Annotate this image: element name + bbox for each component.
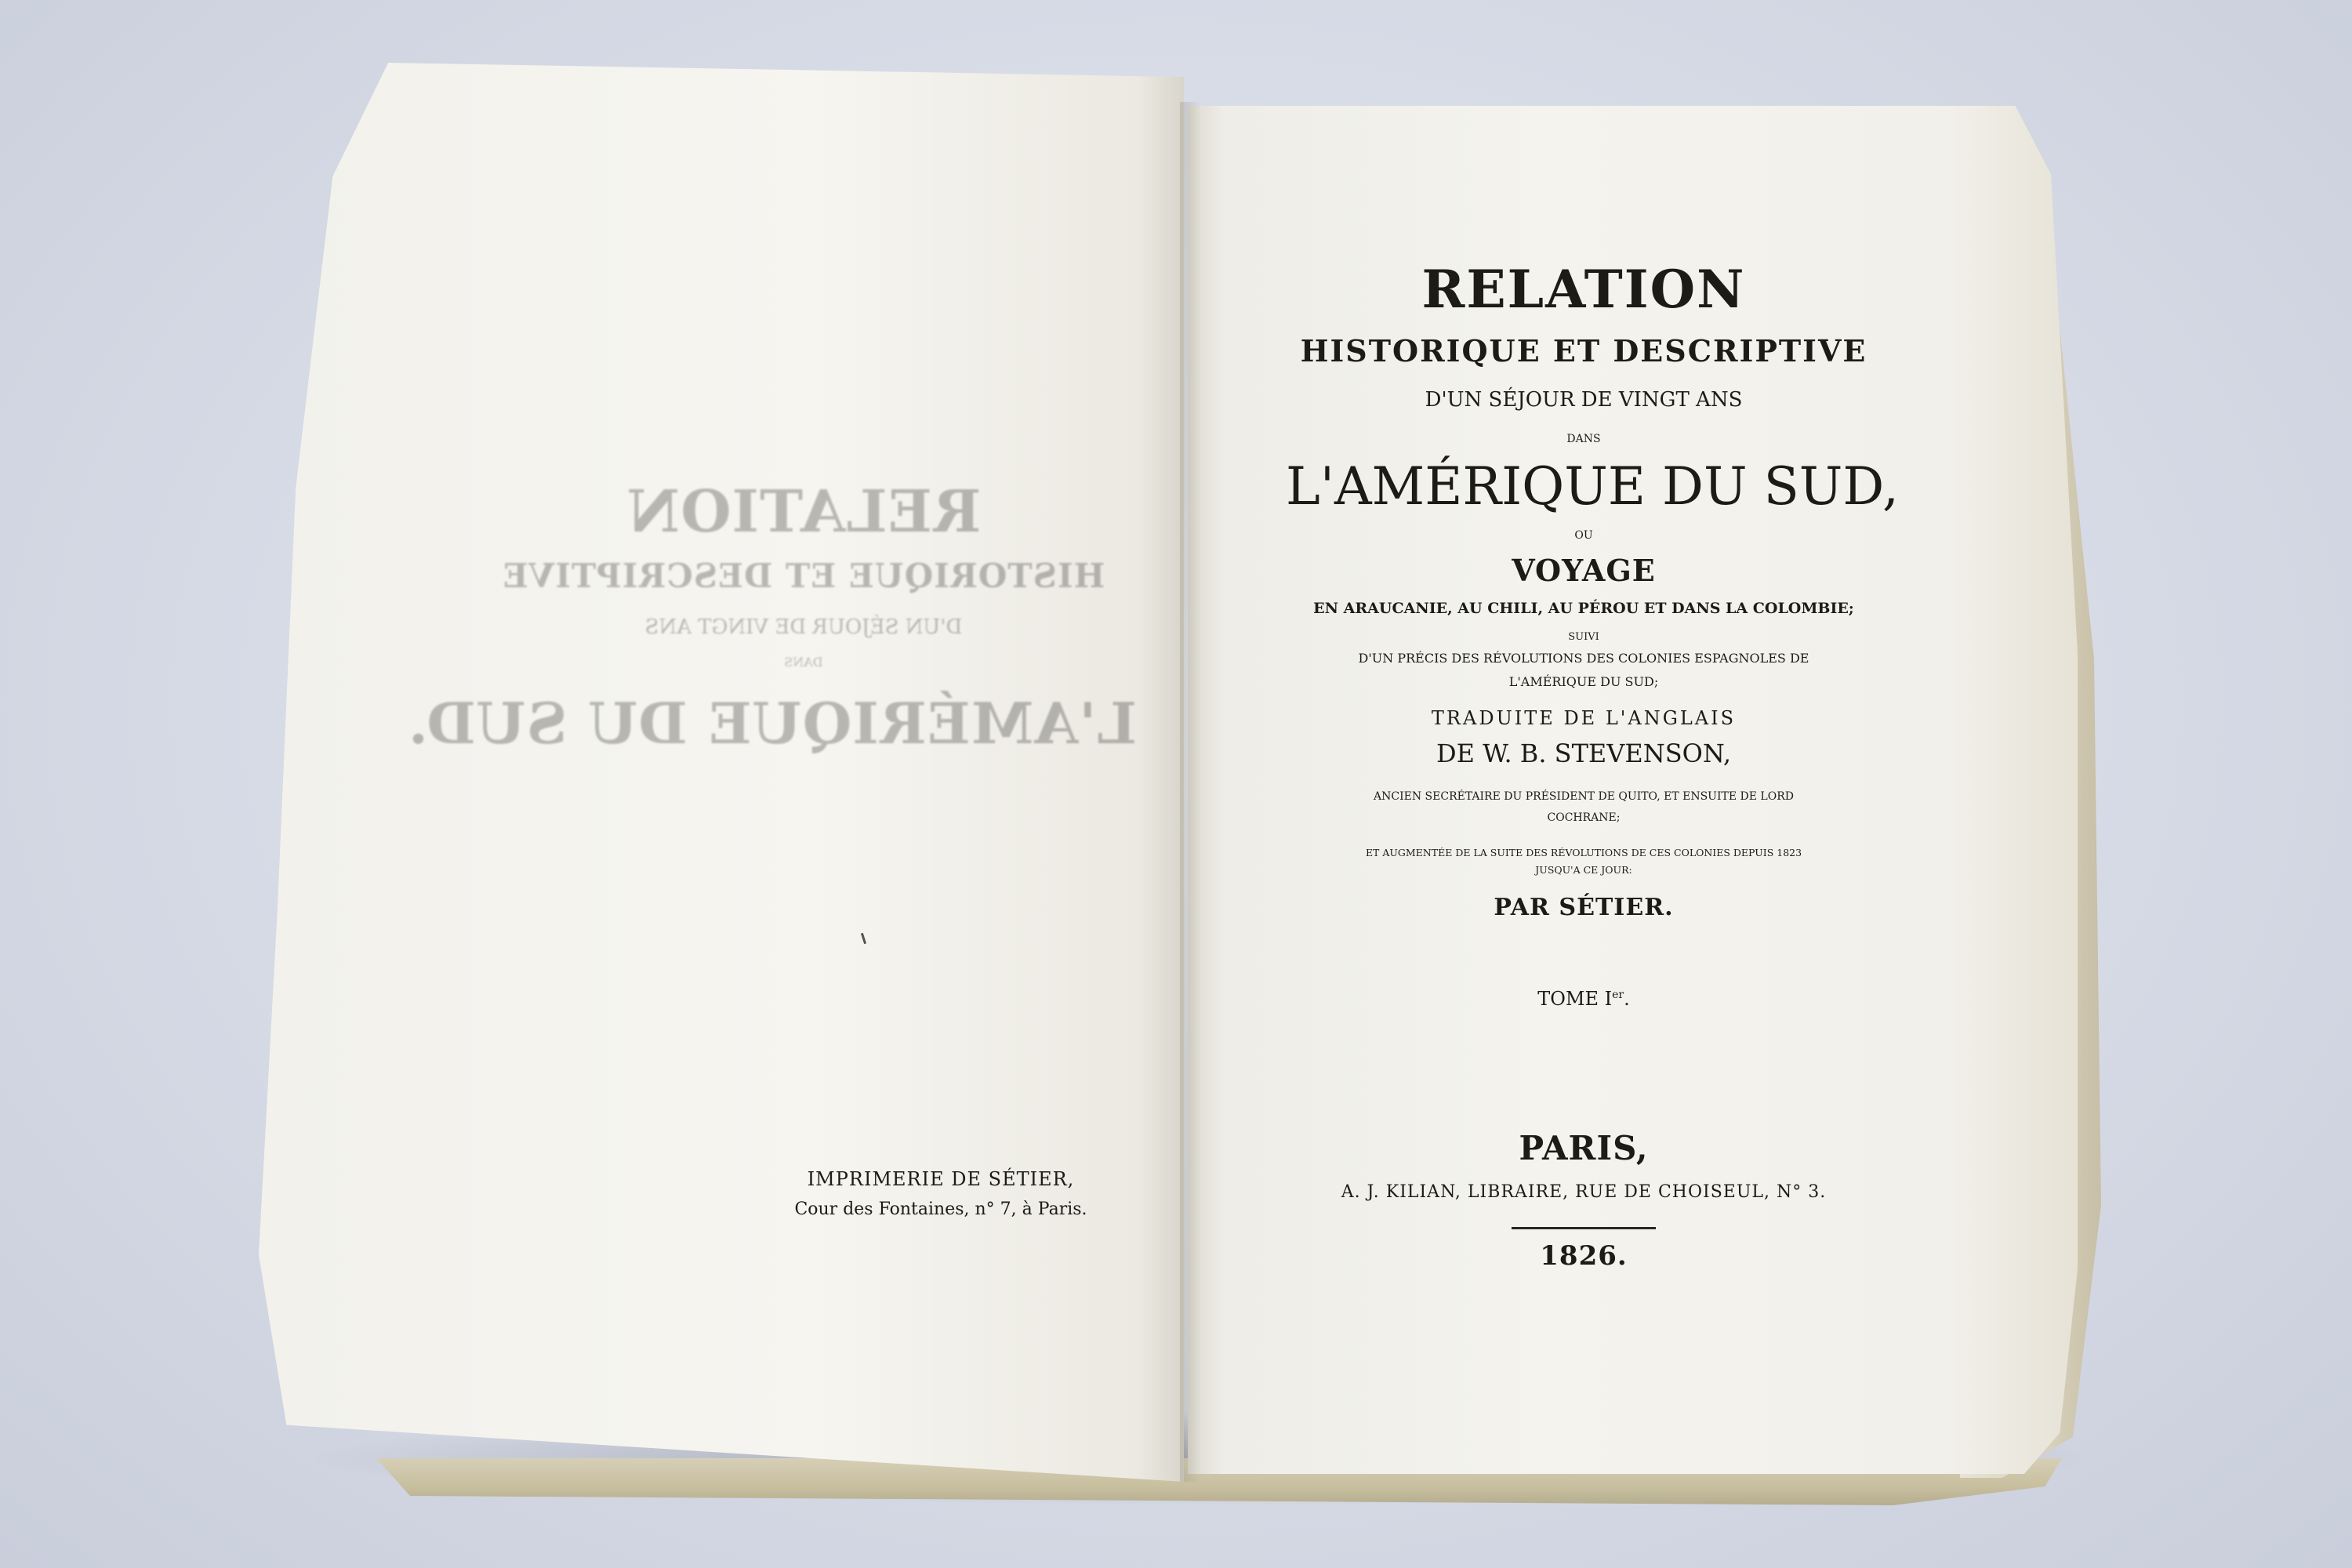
bleed-through-text xyxy=(407,455,1137,815)
line-traduite: TRADUITE DE L'ANGLAIS xyxy=(1431,707,1737,729)
bleed-line4: L'AMÉRIQUE DU SUD. xyxy=(407,690,1137,757)
imprint-line1: IMPRIMERIE DE SÉTIER, xyxy=(807,1168,1075,1190)
line-augm2: JUSQU'A CE JOUR: xyxy=(1535,864,1632,876)
year-rule xyxy=(1512,1227,1656,1229)
line-suivi: SUIVI xyxy=(1568,631,1599,643)
line-ancien1: ANCIEN SECRÉTAIRE DU PRÉSIDENT DE QUITO, ET ENSUITE DE LORD xyxy=(1374,790,1794,803)
line-ancien2: COCHRANE; xyxy=(1547,811,1621,824)
title: RELATION xyxy=(1421,259,1746,320)
line-regions: EN ARAUCANIE, AU CHILI, AU PÉROU ET DANS LA COLOMBIE; xyxy=(1313,600,1854,617)
line-dans: DANS xyxy=(1566,433,1601,445)
printer-imprint xyxy=(745,1168,1137,1231)
line-author: DE W. B. STEVENSON, xyxy=(1436,739,1732,768)
line-par: PAR SÉTIER. xyxy=(1494,894,1674,921)
line-ou: OU xyxy=(1574,529,1593,542)
line-publisher: A. J. KILIAN, LIBRAIRE, RUE DE CHOISEUL, N° 3. xyxy=(1341,1182,1827,1202)
bleed-line3: DANS xyxy=(784,655,823,670)
line-voyage: VOYAGE xyxy=(1512,553,1656,588)
line-precis1: D'UN PRÉCIS DES RÉVOLUTIONS DES COLONIES ESPAGNOLES DE xyxy=(1358,651,1809,666)
line-augm1: ET AUGMENTÉE DE LA SUITE DES RÉVOLUTIONS DE CES COLONIES DEPUIS 1823 xyxy=(1365,847,1802,858)
line-tome: TOME Ier. xyxy=(1537,988,1630,1010)
subtitle: HISTORIQUE ET DESCRIPTIVE xyxy=(1300,333,1867,368)
imprint-line2: Cour des Fontaines, n° 7, à Paris. xyxy=(794,1200,1087,1219)
tome-superscript: er xyxy=(1612,989,1624,1001)
book-gutter xyxy=(1180,102,1203,1482)
line-sejour: D'UN SÉJOUR DE VINGT ANS xyxy=(1425,388,1743,412)
bleed-title: RELATION xyxy=(626,478,982,546)
line-year: 1826. xyxy=(1540,1240,1628,1272)
line-amerique: L'AMÉRIQUE DU SUD, xyxy=(1286,456,1899,517)
tome-label: TOME I xyxy=(1537,988,1613,1010)
line-paris: PARIS, xyxy=(1519,1129,1649,1167)
bleed-line2: D'UN SÉJOUR DE VINGT ANS xyxy=(644,615,963,639)
title-page-text xyxy=(1286,235,1899,1333)
bleed-line1: HISTORIQUE ET DESCRIPTIVE xyxy=(502,557,1105,595)
line-precis2: L'AMÉRIQUE DU SUD; xyxy=(1508,674,1659,689)
